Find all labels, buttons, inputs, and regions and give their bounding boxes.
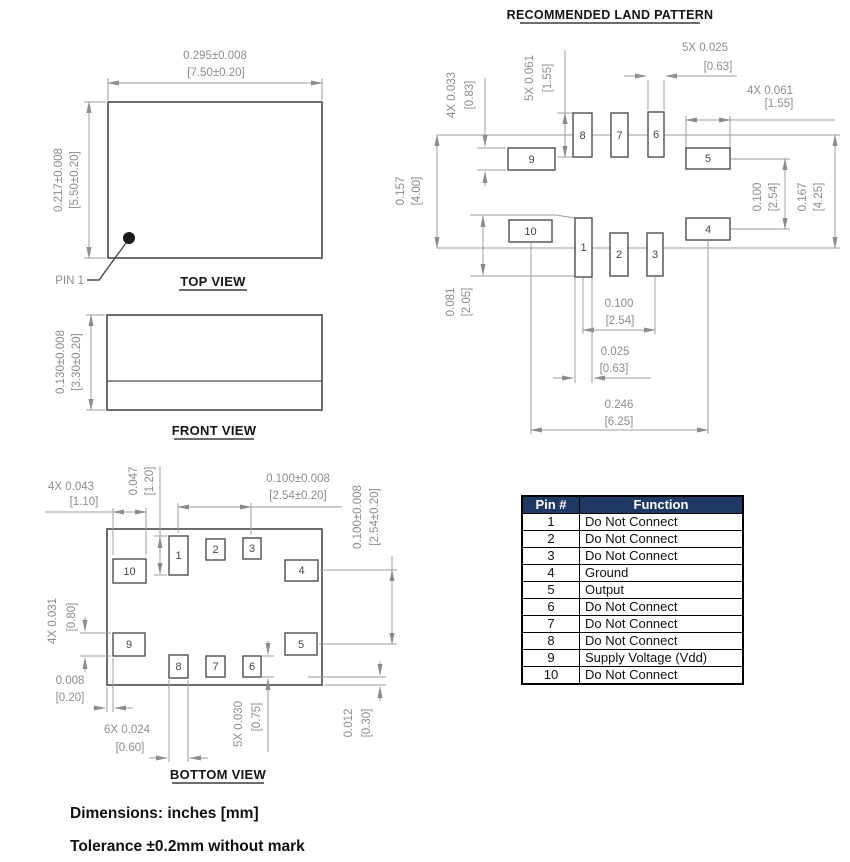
function-cell: Do Not Connect [580,548,744,565]
land-pattern-title: RECOMMENDED LAND PATTERN [506,8,714,22]
svg-text:3: 3 [651,249,659,261]
svg-text:10: 10 [524,226,537,238]
bottom-pad-2 [206,539,225,560]
table-row [522,582,743,599]
pin-cell: 8 [522,633,580,650]
lp-vert-pad-width-inch: 5X 0.025 [681,42,729,54]
bottom-pad-8 [169,655,188,678]
lp-row-spacing-inch: 0.157 [395,176,407,206]
lp-right-pitch-mm: [2.54] [768,182,780,212]
svg-text:8: 8 [579,130,586,142]
lp-vert-pad-width-mm: [0.63] [703,61,733,73]
bottom-pad-4 [285,560,318,581]
function-cell: Do Not Connect [580,531,744,548]
svg-text:5: 5 [297,639,305,651]
table-row [522,650,743,667]
dimensions-note: Dimensions: inches [mm] [70,805,259,822]
svg-text:4: 4 [704,224,712,236]
land-pad-9 [508,148,555,170]
svg-text:10: 10 [123,566,136,578]
front-view [55,315,322,439]
svg-text:7: 7 [616,130,623,142]
function-cell: Do Not Connect [580,633,744,650]
pin-cell: 9 [522,650,580,667]
pin-cell: 10 [522,667,580,685]
bottom-pad-9 [113,633,145,656]
land-pad-2 [610,233,628,276]
tolerance-note: Tolerance ±0.2mm without mark [70,838,305,855]
lp-corner-pad-height-inch: 4X 0.033 [446,71,458,119]
function-cell: Supply Voltage (Vdd) [580,650,744,667]
lp-corner-pad-height-mm: [0.83] [464,80,476,110]
pin1-dot [123,232,135,244]
bv-bottom-edge-gap-inch: 0.012 [343,708,355,738]
lp-row-spacing-mm: [4.00] [411,176,423,206]
land-pad-3 [647,233,663,276]
land-pad-7 [611,113,628,157]
lp-pad1-length-mm: [2.05] [461,287,473,317]
svg-text:6: 6 [248,661,256,673]
top-height-mm: [5.50±0.20] [69,151,81,209]
lp-horizontal-span-inch: 0.246 [604,399,634,411]
land-pad-5 [686,148,730,169]
bottom-view [45,466,397,783]
svg-text:9: 9 [528,154,535,166]
lp-corner-pad-width-inch: 4X 0.061 [746,85,794,97]
function-column-header: Function [580,496,744,514]
svg-text:7: 7 [212,661,219,673]
function-cell: Do Not Connect [580,599,744,616]
front-height-inch: 0.130±0.008 [55,330,67,394]
pin-cell: 5 [522,582,580,599]
lp-bottom-pitch-mm: [2.54] [605,315,635,327]
lp-corner-pad-width-mm: [1.55] [764,98,794,110]
land-pad-4 [686,218,730,240]
bv-corner-pad-height-inch: 4X 0.031 [47,597,59,645]
svg-text:6: 6 [652,129,660,141]
svg-text:3: 3 [248,543,256,555]
bv-edge-gap-inch: 0.008 [55,675,85,687]
pin-cell: 2 [522,531,580,548]
table-header-row [522,496,743,514]
bottom-pad-6 [243,656,261,677]
land-pad-1 [575,218,592,277]
land-pattern [395,8,840,434]
svg-text:1: 1 [580,242,587,254]
bv-corner-pad-width-mm: [1.10] [69,496,99,508]
lp-bottom-pitch-inch: 0.100 [604,298,634,310]
bottom-pad-1 [169,536,188,575]
svg-text:4: 4 [298,565,305,577]
table-row [522,565,743,582]
bv-pad1-length-mm: [1.20] [144,466,156,496]
pin-cell: 1 [522,514,580,531]
top-width-mm: [7.50±0.20] [187,67,245,79]
bv-pitch-v-mm: [2.54±0.20] [369,488,381,546]
lp-horizontal-span-mm: [6.25] [604,416,634,428]
bv-corner-pad-height-mm: [0.80] [66,602,78,632]
bottom-pad-10 [113,559,146,583]
land-pad-6 [648,112,664,157]
table-row [522,531,743,548]
lp-right-pitch-inch: 0.100 [752,182,764,212]
pin-cell: 6 [522,599,580,616]
bottom-pad-3 [243,538,261,559]
table-row [522,633,743,650]
bv-small-pad-length-mm: [0.75] [251,702,263,732]
land-pad-8 [573,113,592,157]
top-width-inch: 0.295±0.008 [183,50,247,62]
pin1-label: PIN 1 [55,275,84,287]
function-cell: Do Not Connect [580,616,744,633]
table-row [522,667,743,685]
function-cell: Do Not Connect [580,514,744,531]
top-view-body [108,102,322,258]
lp-pad1-width-mm: [0.63] [599,363,629,375]
front-view-label: FRONT VIEW [171,423,257,438]
svg-text:2: 2 [212,544,219,556]
bottom-view-label: BOTTOM VIEW [169,767,267,782]
bv-bottom-edge-gap-mm: [0.30] [361,708,373,738]
bv-pitch-h-inch: 0.100±0.008 [266,473,330,485]
bv-small-pad-width-inch: 6X 0.024 [103,724,151,736]
table-row [522,599,743,616]
function-cell: Ground [580,565,744,582]
lp-pad1-length-inch: 0.081 [445,287,457,317]
pin-cell: 3 [522,548,580,565]
bottom-pad-5 [285,633,317,655]
function-cell: Output [580,582,744,599]
svg-text:1: 1 [175,550,182,562]
lp-pad1-width-inch: 0.025 [600,346,630,358]
svg-text:5: 5 [704,153,712,165]
table-row [522,548,743,565]
pin-cell: 4 [522,565,580,582]
bv-pitch-v-inch: 0.100±0.008 [352,485,364,549]
bv-pitch-h-mm: [2.54±0.20] [269,490,327,502]
svg-text:9: 9 [125,639,133,651]
land-pad-10 [509,220,552,242]
lp-right-span-mm: [4.25] [813,182,825,212]
pin-function-table [521,495,744,685]
lp-vert-pad-length-inch: 5X 0.061 [524,54,536,102]
pin-column-header: Pin # [522,496,580,514]
table-row [522,616,743,633]
table-row [522,514,743,531]
lp-right-span-inch: 0.167 [797,182,809,212]
bv-small-pad-length-inch: 5X 0.030 [233,700,245,748]
svg-text:8: 8 [175,661,182,673]
svg-text:2: 2 [615,249,623,261]
front-view-body [107,315,322,410]
top-height-inch: 0.217±0.008 [53,148,65,212]
function-cell: Do Not Connect [580,667,744,685]
bv-small-pad-width-mm: [0.60] [115,742,145,754]
land-pattern-pads [508,112,730,277]
pin-cell: 7 [522,616,580,633]
top-view-label: TOP VIEW [180,274,246,289]
bv-edge-gap-mm: [0.20] [55,692,85,704]
lp-vert-pad-length-mm: [1.55] [542,63,554,93]
top-view [53,50,322,290]
bv-corner-pad-width-inch: 4X 0.043 [47,481,95,493]
bv-pad1-length-inch: 0.047 [128,466,140,496]
front-height-mm: [3.30±0.20] [71,333,83,391]
bottom-pad-7 [206,656,225,677]
